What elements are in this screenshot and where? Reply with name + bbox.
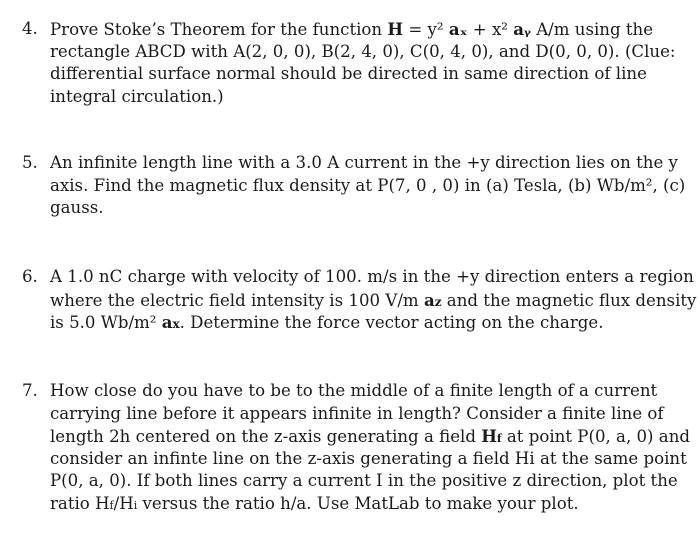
problem-line: carrying line before it appears infinite in length? Consider a finite line of xyxy=(50,403,664,423)
problem-line: integral circulation.) xyxy=(50,86,224,106)
problem-line: P(0, a, 0). If both lines carry a current I in the positive z direction, plot the xyxy=(50,471,678,490)
problem-line: axis. Find the magnetic flux density at P(7, 0 , 0) in (a) Tesla, (b) Wb/m², (c) xyxy=(50,175,686,195)
problem-line: How close do you have to be to the middle of a finite length of a current xyxy=(50,381,658,400)
problem-line: A 1.0 nC charge with velocity of 100. m/s in the +y direction enters a region xyxy=(50,267,694,286)
problem-line: differential surface normal should be directed in same direction of line xyxy=(50,64,647,83)
problem-line: where the electric field intensity is 100 V/m az and the magnetic flux density xyxy=(50,289,697,310)
problem-number: 6. xyxy=(22,267,38,286)
problem-number: 5. xyxy=(22,153,38,172)
problem-line: length 2h centered on the z-axis generating a field Hf at point P(0, a, 0) and xyxy=(50,426,690,446)
problem-number: 7. xyxy=(22,381,38,400)
problem-line: gauss. xyxy=(50,198,104,217)
problem-line: is 5.0 Wb/m² ax. Determine the force vector acting on the charge. xyxy=(50,312,604,332)
problem-number: 4. xyxy=(22,19,38,38)
problem-line: An infinite length line with a 3.0 A current in the +y direction lies on the y xyxy=(50,153,678,172)
problem-line: ratio Hf/Hi versus the ratio h/a. Use MatLab to make your plot. xyxy=(50,493,579,513)
problem-line: Prove Stoke’s Theorem for the function H = y² aₓ + x² aᵧ A/m using the xyxy=(50,19,654,39)
problem-line: rectangle ABCD with A(2, 0, 0), B(2, 4, 0), C(0, 4, 0), and D(0, 0, 0). (Clue: xyxy=(50,41,676,61)
problem-line: consider an infinte line on the z-axis generating a field Hi at the same point xyxy=(50,448,687,468)
